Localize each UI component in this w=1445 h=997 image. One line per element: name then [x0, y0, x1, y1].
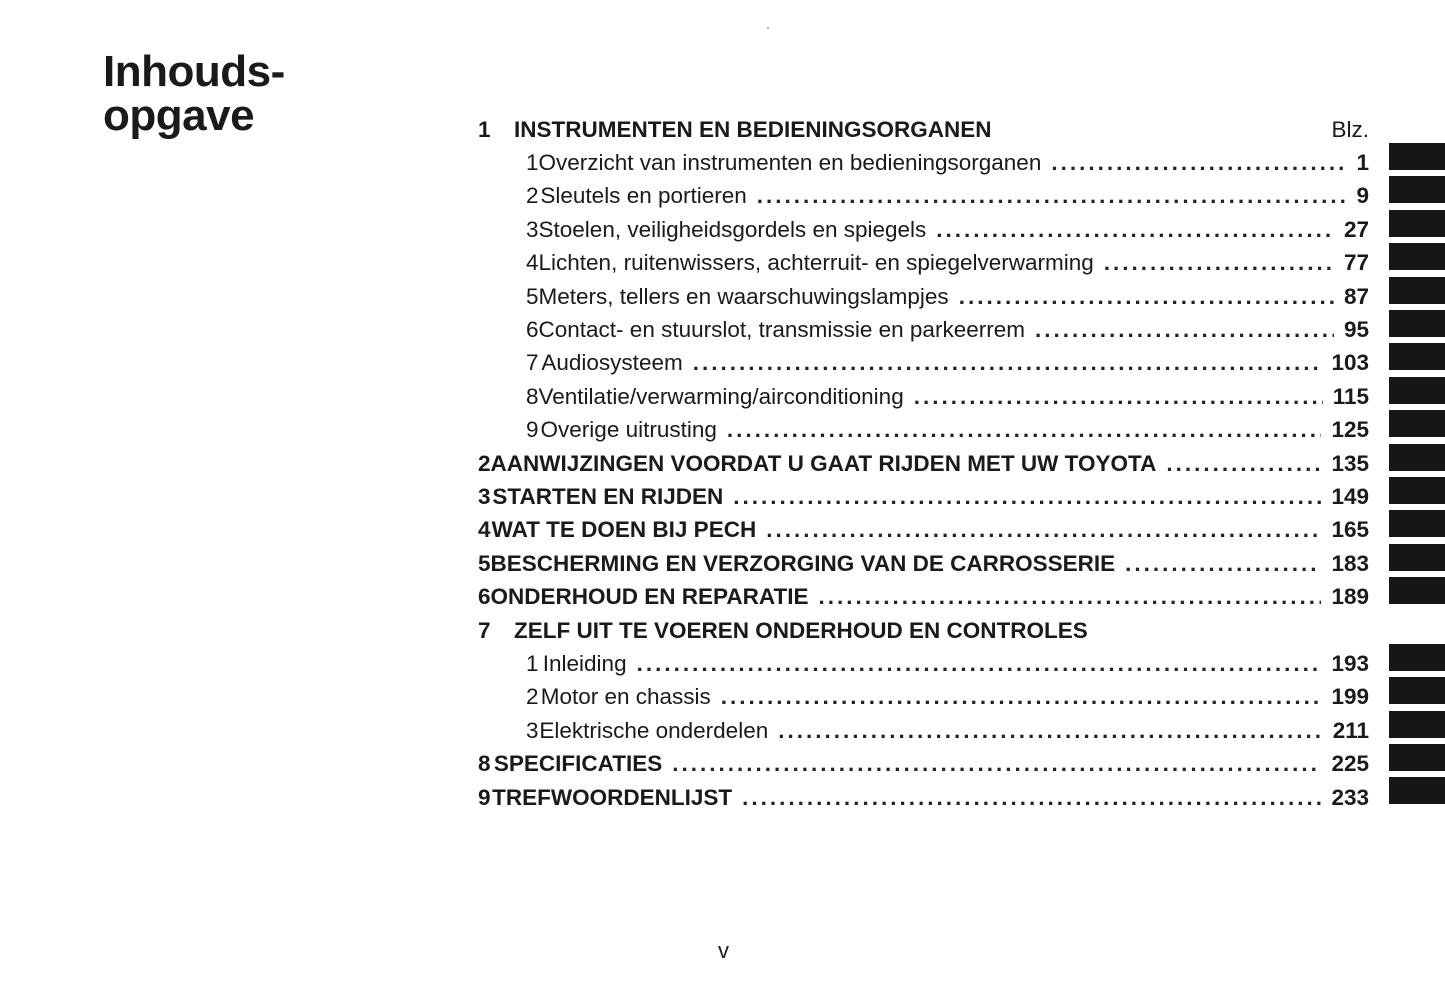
toc-page-number: 103 — [1331, 350, 1369, 376]
toc-chapter-row[interactable] — [478, 447, 1369, 480]
dot-leader — [1104, 250, 1334, 276]
toc-entry-number: 3 — [478, 483, 491, 509]
toc-entry-number: 2 — [526, 183, 539, 209]
toc-chapter-row[interactable] — [478, 113, 1369, 146]
toc-entry-title: TREFWOORDENLIJST — [492, 784, 733, 810]
toc-entry-title: WAT TE DOEN BIJ PECH — [491, 517, 757, 543]
index-tab[interactable] — [1389, 377, 1445, 404]
scan-speck — [767, 27, 769, 29]
toc-entry-number: 2 — [526, 684, 539, 710]
toc-entry-number: 6 — [526, 317, 539, 343]
index-tab[interactable] — [1389, 711, 1445, 738]
toc-chapter-row[interactable] — [478, 614, 1369, 647]
dot-leader — [1125, 551, 1321, 577]
toc-chapter-row[interactable] — [478, 747, 1369, 780]
toc-entry-title: Overzicht van instrumenten en bedieningsorganen — [538, 150, 1042, 176]
toc-entry-number: 1 — [526, 150, 539, 176]
toc-section-row[interactable] — [478, 213, 1369, 246]
dot-leader — [1166, 451, 1321, 477]
toc-page-number: 211 — [1332, 717, 1369, 743]
toc-entry-title: Ventilatie/verwarming/airconditioning — [538, 383, 904, 409]
toc-section-row[interactable] — [478, 380, 1369, 413]
dot-leader — [672, 751, 1321, 777]
toc-entry-title: SPECIFICATIES — [493, 751, 663, 777]
toc-entry-title: Meters, tellers en waarschuwingslampjes — [538, 283, 949, 309]
dot-leader — [637, 651, 1322, 677]
toc-entry-title: ONDERHOUD EN REPARATIE — [490, 584, 809, 610]
index-tab[interactable] — [1389, 243, 1445, 270]
toc-entry-title: ZELF UIT TE VOEREN ONDERHOUD EN CONTROLES — [514, 617, 1088, 643]
dot-leader — [733, 484, 1321, 510]
index-tab[interactable] — [1389, 143, 1445, 170]
toc-section-row[interactable] — [478, 247, 1369, 280]
toc-page-number: 199 — [1331, 684, 1369, 710]
dot-leader — [1035, 317, 1334, 343]
dot-leader — [936, 217, 1334, 243]
toc-page-number: 87 — [1343, 283, 1369, 309]
toc-entry-number: 9 — [478, 784, 491, 810]
index-tab[interactable] — [1389, 677, 1445, 704]
toc-section-row[interactable] — [478, 647, 1369, 680]
toc-entry-title: INSTRUMENTEN EN BEDIENINGSORGANEN — [514, 116, 992, 142]
toc-page-number: 233 — [1331, 784, 1369, 810]
toc-entry-number: 3 — [526, 216, 539, 242]
index-tab[interactable] — [1389, 644, 1445, 671]
toc-page-number: 125 — [1331, 417, 1369, 443]
dot-leader — [959, 284, 1334, 310]
index-tab[interactable] — [1389, 343, 1445, 370]
index-tab[interactable] — [1389, 577, 1445, 604]
chapter-index-tabs — [1389, 143, 1445, 811]
toc-entry-title: Motor en chassis — [540, 684, 711, 710]
toc-entry-number: 1 — [478, 116, 491, 142]
toc-entry-title: Elektrische onderdelen — [539, 717, 769, 743]
index-tab[interactable] — [1389, 444, 1445, 471]
toc-entry-title: Stoelen, veiligheidsgordels en spiegels — [538, 216, 927, 242]
toc-chapter-row[interactable] — [478, 580, 1369, 613]
toc-page-number: 193 — [1331, 650, 1369, 676]
toc-entry-number: 2 — [478, 450, 491, 476]
toc-entry-number: 5 — [478, 550, 491, 576]
toc-section-row[interactable] — [478, 313, 1369, 346]
index-tab[interactable] — [1389, 544, 1445, 571]
dot-leader — [818, 584, 1321, 610]
toc-entry-title: AANWIJZINGEN VOORDAT U GAAT RIJDEN MET UW TOYOTA — [490, 450, 1157, 476]
toc-chapter-row[interactable] — [478, 547, 1369, 580]
dot-leader — [742, 785, 1321, 811]
toc-entry-number: 4 — [478, 517, 491, 543]
toc-page-number: 189 — [1331, 584, 1369, 610]
index-tab[interactable] — [1389, 310, 1445, 337]
index-tab[interactable] — [1389, 277, 1445, 304]
toc-page-number: 165 — [1331, 517, 1369, 543]
page-title-line-1: Inhouds- — [103, 47, 285, 96]
toc-page-number: 183 — [1331, 550, 1369, 576]
index-tab[interactable] — [1389, 176, 1445, 203]
toc-entry-number: 8 — [526, 383, 539, 409]
toc-section-row[interactable] — [478, 280, 1369, 313]
toc-page-number: 115 — [1332, 383, 1369, 409]
toc-entry-title: Sleutels en portieren — [540, 183, 747, 209]
toc-page-number: 9 — [1356, 183, 1369, 209]
dot-leader — [766, 517, 1321, 543]
toc-chapter-row[interactable] — [478, 480, 1369, 513]
dot-leader — [1051, 150, 1345, 176]
index-tab[interactable] — [1389, 777, 1445, 804]
page-column-label: Blz. — [1331, 116, 1369, 142]
toc-page-number: 149 — [1331, 483, 1369, 509]
toc-entry-number: 7 — [526, 350, 539, 376]
toc-entry-number: 6 — [478, 584, 491, 610]
toc-entry-title: Inleiding — [542, 650, 627, 676]
toc-chapter-row[interactable] — [478, 781, 1369, 814]
dot-leader — [727, 417, 1322, 443]
dot-leader — [721, 684, 1322, 710]
toc-section-row[interactable] — [478, 414, 1369, 447]
toc-section-row[interactable] — [478, 180, 1369, 213]
toc-page-number: 1 — [1356, 150, 1369, 176]
index-tab[interactable] — [1389, 510, 1445, 537]
toc-page-number: 135 — [1331, 450, 1369, 476]
toc-entry-number: 1 — [526, 650, 539, 676]
index-tab[interactable] — [1389, 477, 1445, 504]
toc-entry-number: 3 — [526, 717, 539, 743]
toc-entry-number: 7 — [478, 617, 491, 643]
toc-section-row[interactable] — [478, 146, 1369, 179]
toc-page-number: 225 — [1331, 751, 1369, 777]
dot-leader — [778, 718, 1322, 744]
dot-leader — [757, 183, 1345, 209]
toc-entry-title: Lichten, ruitenwissers, achterruit- en spiegelverwarming — [538, 250, 1094, 276]
page-number: v — [718, 938, 729, 963]
toc-entry-number: 8 — [478, 751, 491, 777]
index-tab-gap — [1389, 610, 1445, 637]
toc-entry-title: Audiosysteem — [541, 350, 683, 376]
table-of-contents — [478, 113, 1369, 814]
toc-entry-number: 4 — [526, 250, 539, 276]
index-tab[interactable] — [1389, 210, 1445, 237]
toc-page-number: 77 — [1343, 250, 1369, 276]
dot-leader — [914, 384, 1323, 410]
toc-entry-number: 5 — [526, 283, 539, 309]
index-tab[interactable] — [1389, 744, 1445, 771]
page-title-line-2: opgave — [103, 91, 255, 140]
toc-chapter-row[interactable] — [478, 514, 1369, 547]
toc-section-row[interactable] — [478, 681, 1369, 714]
toc-section-row[interactable] — [478, 714, 1369, 747]
toc-entry-title: BESCHERMING EN VERZORGING VAN DE CARROSSERIE — [490, 550, 1116, 576]
dot-leader — [693, 350, 1322, 376]
toc-entry-title: STARTEN EN RIJDEN — [492, 483, 724, 509]
index-tab[interactable] — [1389, 410, 1445, 437]
toc-page-number: 27 — [1343, 216, 1369, 242]
toc-page-number: 95 — [1343, 317, 1369, 343]
toc-section-row[interactable] — [478, 347, 1369, 380]
toc-entry-number: 9 — [526, 417, 539, 443]
toc-entry-title: Contact- en stuurslot, transmissie en parkeerrem — [538, 317, 1025, 343]
toc-entry-title: Overige uitrusting — [540, 417, 717, 443]
page-title — [103, 47, 285, 140]
